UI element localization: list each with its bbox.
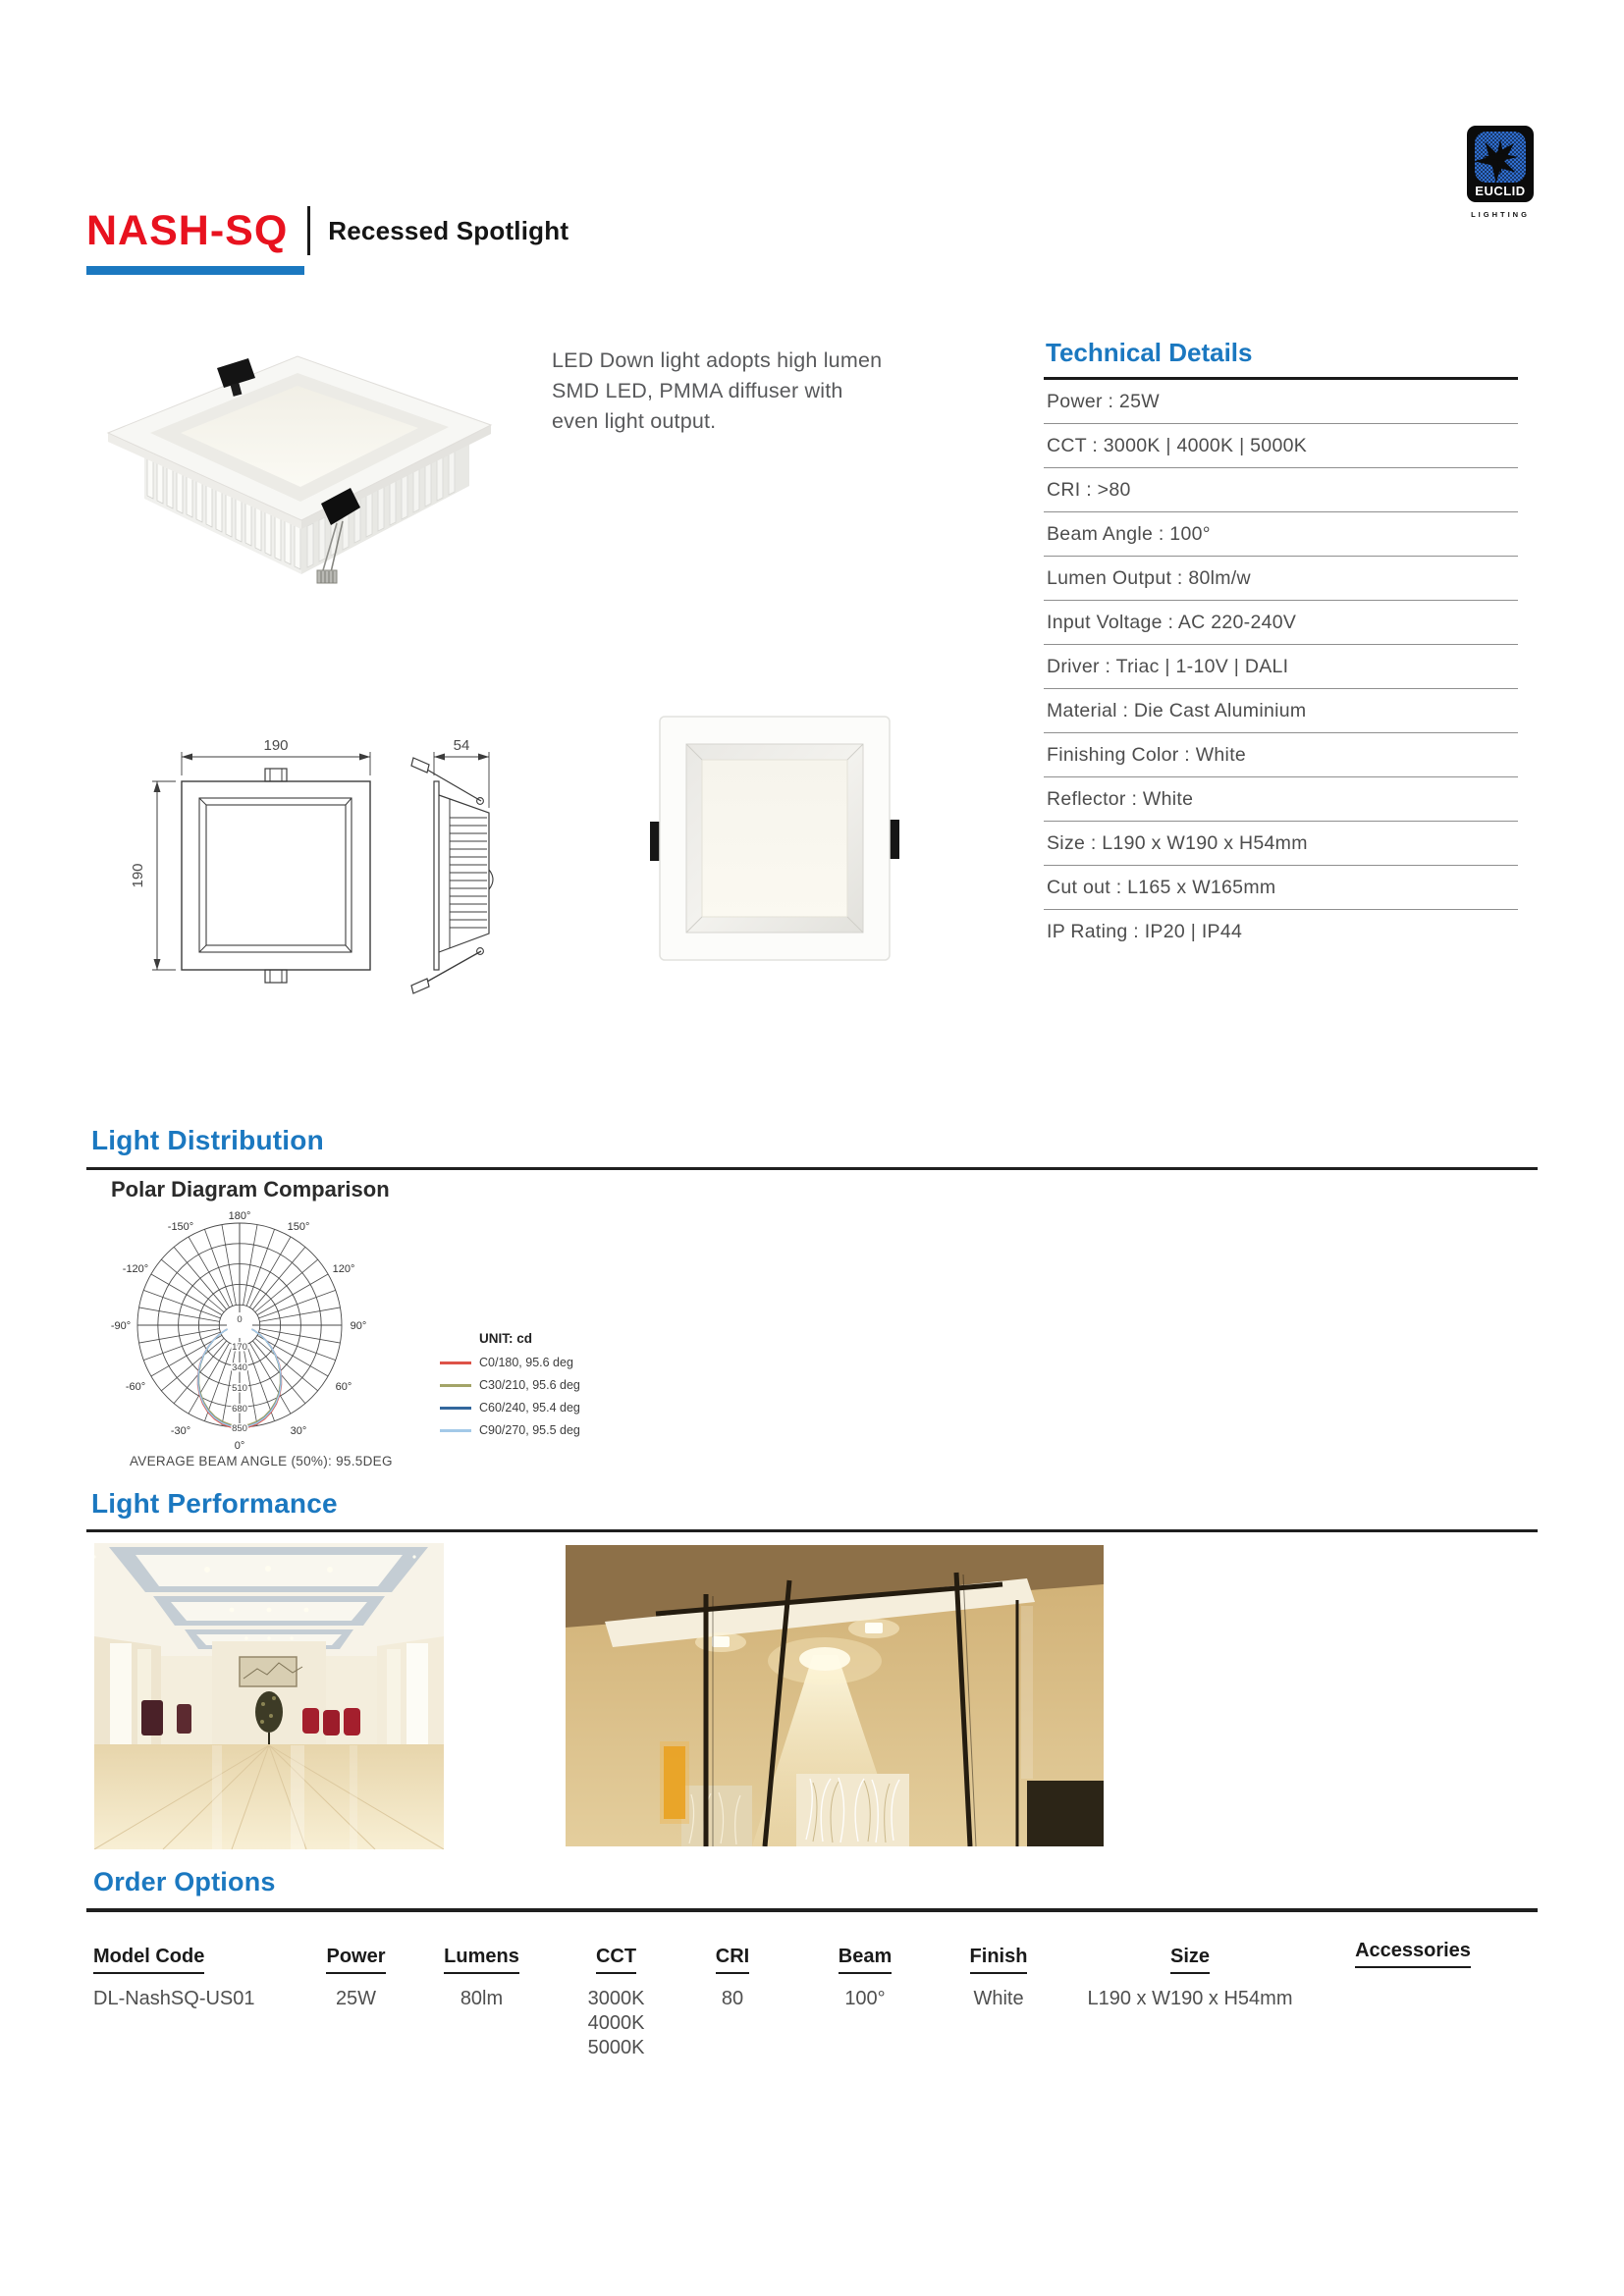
col-header-finish [937, 1946, 1060, 1974]
header-label: Size [1170, 1946, 1210, 1974]
legend-item [440, 1378, 656, 1392]
angle-label: 90° [350, 1320, 367, 1332]
light-performance-rule [86, 1529, 1538, 1532]
light-distribution-rule [86, 1167, 1538, 1170]
tech-item-cri: CRI : >80 [1044, 468, 1518, 512]
col-header-accessories [1322, 1940, 1504, 1968]
legend-swatch-c90 [440, 1429, 471, 1432]
legend-swatch-c0 [440, 1362, 471, 1364]
header-label: Beam [839, 1946, 892, 1974]
tech-item-material: Material : Die Cast Aluminium [1044, 689, 1518, 733]
order-row-cri: 80 [721, 1988, 744, 2009]
legend-item [440, 1356, 656, 1369]
legend-swatch-c30 [440, 1384, 471, 1387]
order-row-lumens: 80lm [460, 1988, 504, 2009]
page-title [86, 206, 568, 255]
angle-label: 120° [332, 1263, 355, 1275]
product-description [552, 346, 974, 437]
radial-label: 680 [232, 1404, 247, 1415]
title-divider [307, 206, 310, 255]
side-width-dim: 54 [453, 737, 470, 754]
side-view-flange [434, 781, 439, 970]
order-row-power: 25W [335, 1988, 377, 2009]
col-header-cct [555, 1946, 677, 1974]
tech-item-beam-angle: Beam Angle : 100° [1044, 512, 1518, 557]
radial-label: 0 [237, 1314, 243, 1325]
tech-item-cut-out: Cut out : L165 x W165mm [1044, 866, 1518, 910]
polar-legend [440, 1331, 656, 1446]
tech-item-input-voltage: Input Voltage : AC 220-240V [1044, 601, 1518, 645]
angle-label: 0° [234, 1440, 245, 1452]
radial-label: 850 [232, 1423, 247, 1434]
col-header-power [295, 1946, 417, 1974]
technical-details [1044, 338, 1518, 953]
angle-label: 150° [287, 1221, 310, 1233]
application-photo-interior [566, 1545, 1104, 1846]
tech-item-power: Power : 25W [1044, 380, 1518, 424]
logo-wordmark: EUCLID [1475, 184, 1526, 198]
order-row-beam: 100° [844, 1988, 886, 2009]
technical-details-title: Technical Details [1046, 338, 1253, 367]
header-label: CCT [596, 1946, 636, 1974]
header-label: Power [326, 1946, 385, 1974]
legend-label: C60/240, 95.4 deg [479, 1401, 580, 1415]
product-type: Recessed Spotlight [328, 215, 569, 245]
legend-label: C30/210, 95.6 deg [479, 1378, 580, 1392]
col-header-model-code [93, 1946, 299, 1974]
tech-item-lumen-output: Lumen Output : 80lm/w [1044, 557, 1518, 601]
radial-label: 510 [232, 1383, 247, 1394]
legend-swatch-c60 [440, 1407, 471, 1410]
radial-label: 340 [232, 1362, 247, 1373]
front-view-outline [182, 781, 370, 970]
description-line: SMD LED, PMMA diffuser with [552, 379, 843, 402]
col-header-cri [687, 1946, 778, 1974]
cct-option: 4000K [587, 2012, 645, 2034]
angle-label: 180° [228, 1210, 251, 1222]
title-accent-bar [86, 266, 304, 275]
angle-label: -30° [170, 1425, 191, 1437]
angle-label: -150° [167, 1221, 194, 1233]
light-performance-title: Light Performance [91, 1488, 338, 1519]
order-row-cct [555, 1987, 677, 2060]
legend-item [440, 1423, 656, 1437]
tech-item-ip-rating: IP Rating : IP20 | IP44 [1047, 921, 1243, 942]
tech-item-reflector: Reflector : White [1044, 777, 1518, 822]
header-label: Accessories [1355, 1940, 1471, 1968]
brand-logo [1463, 126, 1538, 219]
legend-title: UNIT: cd [479, 1331, 532, 1346]
logo-subtitle: LIGHTING [1471, 210, 1530, 219]
header-label: CRI [716, 1946, 749, 1974]
tech-item-driver: Driver : Triac | 1-10V | DALI [1044, 645, 1518, 689]
application-photo-hallway [94, 1543, 444, 1849]
order-options-rule [86, 1908, 1538, 1912]
tech-item-cct: CCT : 3000K | 4000K | 5000K [1044, 424, 1518, 468]
col-header-size [1068, 1946, 1312, 1974]
header-label: Lumens [444, 1946, 519, 1974]
front-width-dim: 190 [263, 737, 289, 754]
angle-label: -90° [110, 1320, 132, 1332]
glass-reflection [1021, 1606, 1033, 1779]
tech-item-finishing-color: Finishing Color : White [1044, 733, 1518, 777]
front-height-dim: 190 [130, 863, 146, 888]
angle-label: -60° [125, 1381, 146, 1393]
col-header-beam [803, 1946, 927, 1974]
angle-label: 60° [335, 1381, 352, 1393]
angle-label: -120° [122, 1263, 149, 1275]
order-row-model: DL-NashSQ-US01 [93, 1988, 255, 2009]
angle-label: 30° [290, 1425, 307, 1437]
order-options-title: Order Options [93, 1867, 276, 1896]
order-row-size: L190 x W190 x H54mm [1087, 1988, 1293, 2009]
product-name: NASH-SQ [86, 206, 289, 254]
col-header-lumens [420, 1946, 543, 1974]
polar-diagram [102, 1207, 397, 1461]
header-label: Finish [970, 1946, 1028, 1974]
header-label: Model Code [93, 1946, 204, 1974]
order-row-finish: White [973, 1988, 1024, 2009]
cct-option: 3000K [587, 1988, 645, 2009]
legend-item [440, 1401, 656, 1415]
legend-label: C0/180, 95.6 deg [479, 1356, 573, 1369]
average-beam-angle-caption: AVERAGE BEAM ANGLE (50%): 95.5DEG [130, 1454, 393, 1468]
radial-label: 170 [232, 1342, 247, 1353]
product-photo-angled [93, 339, 506, 589]
polar-diagram-subtitle: Polar Diagram Comparison [111, 1177, 390, 1201]
light-distribution-title: Light Distribution [91, 1125, 324, 1155]
tech-item-size: Size : L190 x W190 x H54mm [1044, 822, 1518, 866]
description-line: even light output. [552, 409, 717, 433]
euclid-logo-icon [1467, 126, 1534, 202]
description-line: LED Down light adopts high lumen [552, 348, 883, 372]
product-photo-front [648, 712, 901, 965]
legend-label: C90/270, 95.5 deg [479, 1423, 580, 1437]
hall-floor [94, 1744, 444, 1849]
dimension-drawings [103, 724, 525, 1004]
cct-option: 5000K [587, 2037, 645, 2058]
